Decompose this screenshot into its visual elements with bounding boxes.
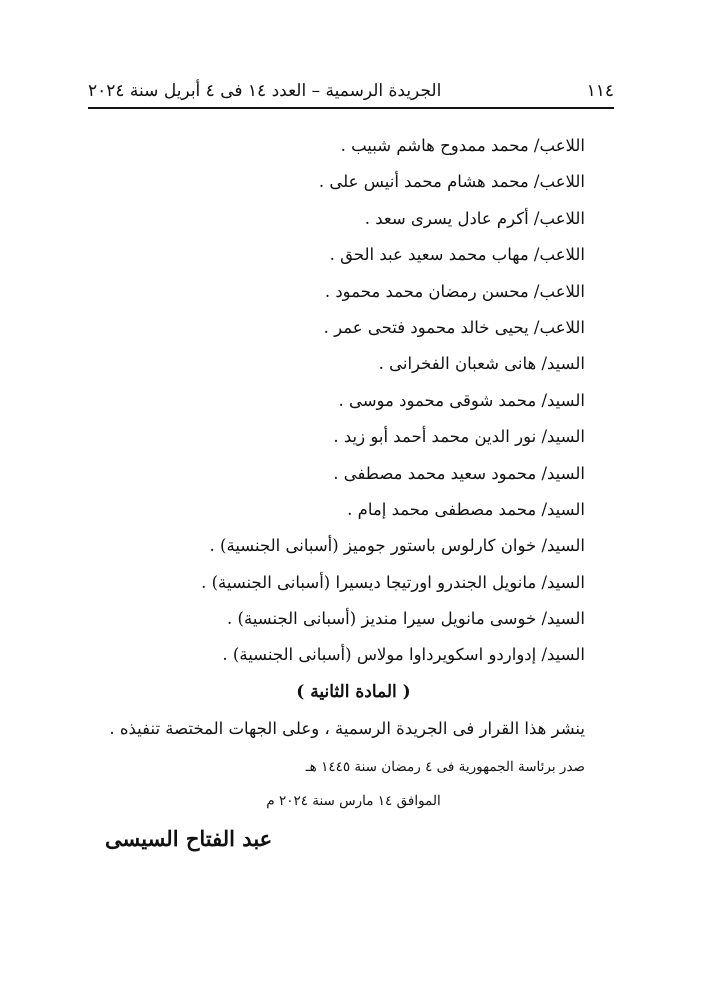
gazette-title: الجريدة الرسمية – العدد ١٤ فى ٤ أبريل سنة ٢٠٢٤ [88, 81, 442, 101]
list-item: اللاعب/ محمد ممدوح هاشم شبيب . [340, 136, 585, 155]
list-item: السيد/ هانى شعبان الفخرانى . [378, 354, 585, 374]
list-item: اللاعب/ محمد هشام محمد أنيس على . [318, 172, 585, 192]
list-item: السيد/ نور الدين محمد أحمد أبو زيد . [333, 427, 585, 447]
page-header [88, 76, 614, 106]
list-item: اللاعب/ أكرم عادل يسرى سعد . [364, 208, 585, 228]
article-text: ينشر هذا القرار فى الجريدة الرسمية ، وعلى الجهات المختصة تنفيذه . [109, 719, 585, 738]
corresponding-date: الموافق ١٤ مارس سنة ٢٠٢٤ م [266, 793, 441, 809]
signature: عبد الفتاح السيسى [105, 826, 273, 851]
list-item: اللاعب/ مهاب محمد سعيد عبد الحق . [329, 245, 585, 265]
list-item: السيد/ مانويل الجندرو اورتيجا ديسيرا (أسبانى الجنسية) . [201, 572, 585, 592]
page-number: ١١٤ [586, 81, 614, 101]
list-item: اللاعب/ يحيى خالد محمود فتحى عمر . [323, 317, 585, 337]
article-title: ( المادة الثانية ) [296, 682, 411, 702]
list-item: السيد/ إدواردو اسكويرداوا مولاس (أسبانى الجنسية) . [222, 645, 585, 665]
list-item: السيد/ خوان كارلوس باستور جوميز (أسبانى الجنسية) . [209, 536, 585, 556]
names-list [85, 128, 585, 674]
list-item: السيد/ محمد شوقى محمود موسى . [338, 390, 585, 410]
list-item: اللاعب/ محسن رمضان محمد محمود . [324, 281, 585, 301]
issued-line: صدر برئاسة الجمهورية فى ٤ رمضان سنة ١٤٤٥ هـ [305, 759, 585, 775]
list-item: السيد/ محمود سعيد محمد مصطفى . [333, 463, 585, 483]
list-item: السيد/ محمد مصطفى محمد إمام . [347, 499, 585, 519]
list-item: السيد/ خوسى مانويل سيرا منديز (أسبانى الجنسية) . [227, 609, 585, 629]
header-divider [88, 107, 614, 109]
